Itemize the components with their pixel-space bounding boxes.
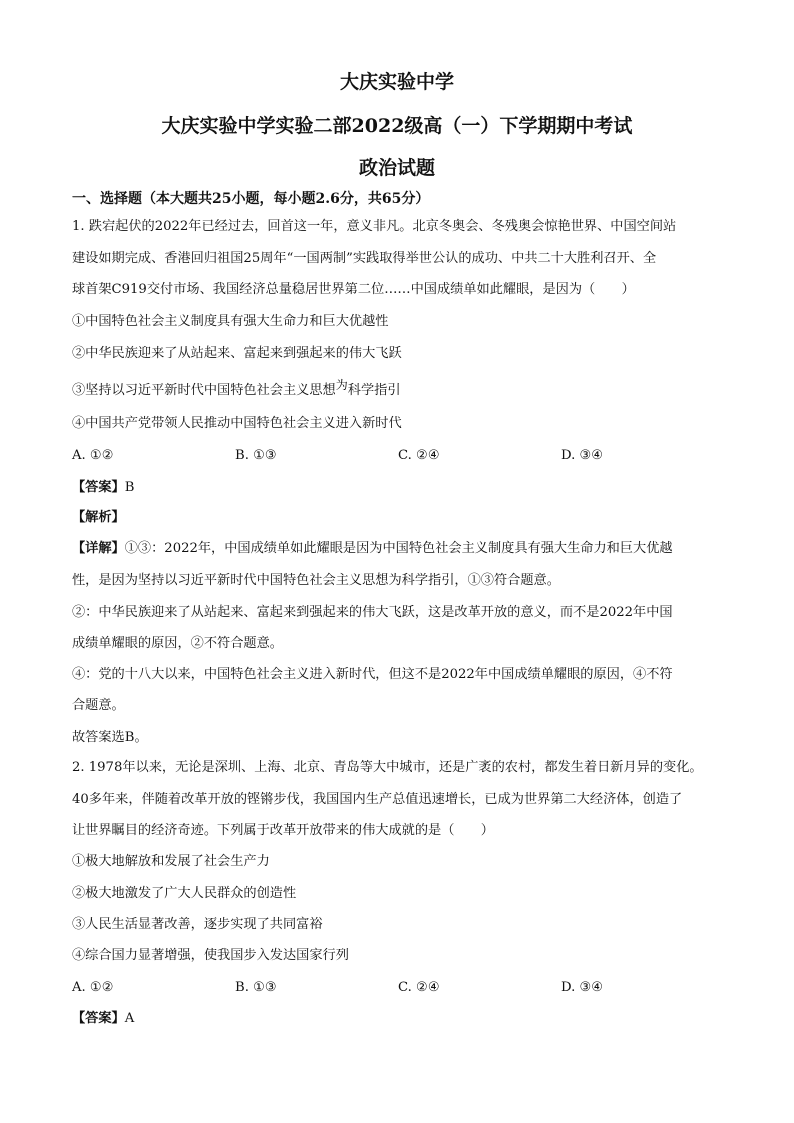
q2-statement-1: ①极大地解放和发展了社会生产力	[72, 854, 270, 869]
q2-statement-2: ②极大地激发了广大人民群众的创造性	[72, 886, 297, 901]
q1-detail-line: 故答案选B。	[72, 730, 148, 745]
q1-stem-line: 建设如期完成、香港回归祖国25周年“一国两制”实践取得举世公认的成功、中共二十大胜利召开、全	[72, 251, 657, 266]
q1-statement-3-text: ③坚持以习近平新时代中国特色社会主义思想	[72, 383, 336, 398]
detail-text: ①③：2022年，中国成绩单如此耀眼是因为中国特色社会主义制度具有强大生命力和巨大优越	[124, 541, 673, 556]
q1-answer	[72, 479, 134, 497]
subject-title: 政治试题	[358, 157, 435, 179]
q1-option-c[interactable]: C. ②④	[398, 448, 440, 463]
school-title: 大庆实验中学	[339, 71, 454, 93]
q1-detail-line: ④：党的十八大以来，中国特色社会主义进入新时代，但这不是2022年中国成绩单耀眼的原因，④不符	[72, 667, 673, 682]
q2-option-c[interactable]: C. ②④	[398, 980, 440, 995]
answer-label: 【答案】	[72, 1011, 125, 1026]
q1-detail-line: 性，是因为坚持以习近平新时代中国特色社会主义思想为科学指引，①③符合题意。	[72, 573, 560, 588]
q2-option-a[interactable]: A. ①②	[72, 980, 114, 995]
q1-statement-3-tail: 科学指引	[347, 383, 401, 398]
q1-detail-line: 成绩单耀眼的原因，②不符合题意。	[72, 636, 283, 651]
q2-option-d[interactable]: D. ③④	[561, 980, 604, 995]
q1-option-a[interactable]: A. ①②	[72, 448, 114, 463]
q1-statement-4: ④中国共产党带领人民推动中国特色社会主义进入新时代	[72, 416, 402, 431]
answer-value: A	[124, 1011, 135, 1026]
q2-statement-3: ③人民生活显著改善，逐步实现了共同富裕	[72, 917, 323, 932]
q2-option-b[interactable]: B. ①③	[235, 980, 277, 995]
analysis-label: 【解析】	[72, 510, 125, 525]
q2-stem-line: 让世界瞩目的经济奇迹。下列属于改革开放带来的伟大成就的是（ ）	[72, 823, 494, 838]
section-title: 一、选择题（本大题共25小题，每小题2.6分，共65分）	[72, 191, 430, 207]
q1-detail-line: 合题意。	[72, 698, 125, 713]
answer-label: 【答案】	[72, 480, 125, 495]
q2-stem-line: 2. 1978年以来，无论是深圳、上海、北京、青岛等大中城市，还是广袤的农村，都发生着日新月异的变化。	[72, 760, 703, 775]
q1-detail-line	[72, 540, 673, 558]
q1-option-b[interactable]: B. ①③	[235, 448, 277, 463]
q1-stem-line: 1. 跌宕起伏的2022年已经过去，回首这一年，意义非凡。北京冬奥会、冬残奥会惊艳世界、中国空间站	[72, 219, 677, 234]
q1-statement-3-raised: 为	[335, 378, 348, 392]
q1-statement-1: ①中国特色社会主义制度具有强大生命力和巨大优越性	[72, 314, 389, 329]
q1-option-d[interactable]: D. ③④	[561, 448, 604, 463]
q2-stem-line: 40多年来，伴随着改革开放的铿锵步伐，我国国内生产总值迅速增长，已成为世界第二大经济体，创造了	[72, 792, 683, 807]
answer-value: B	[124, 480, 135, 495]
detail-label: 【详解】	[72, 541, 125, 556]
q1-stem-line: 球首架C919交付市场、我国经济总量稳居世界第二位……中国成绩单如此耀眼，是因为（ ）	[72, 282, 635, 297]
q1-statement-2: ②中华民族迎来了从站起来、富起来到强起来的伟大飞跃	[72, 346, 402, 361]
q1-statement-3	[72, 378, 401, 400]
q2-statement-4: ④综合国力显著增强，使我国步入发达国家行列	[72, 948, 349, 963]
q1-detail-line: ②：中华民族迎来了从站起来、富起来到强起来的伟大飞跃，这是改革开放的意义，而不是2022年中国	[72, 605, 673, 620]
exam-title: 大庆实验中学实验二部2022级高（一）下学期期中考试	[161, 115, 633, 137]
q2-answer	[72, 1010, 134, 1028]
